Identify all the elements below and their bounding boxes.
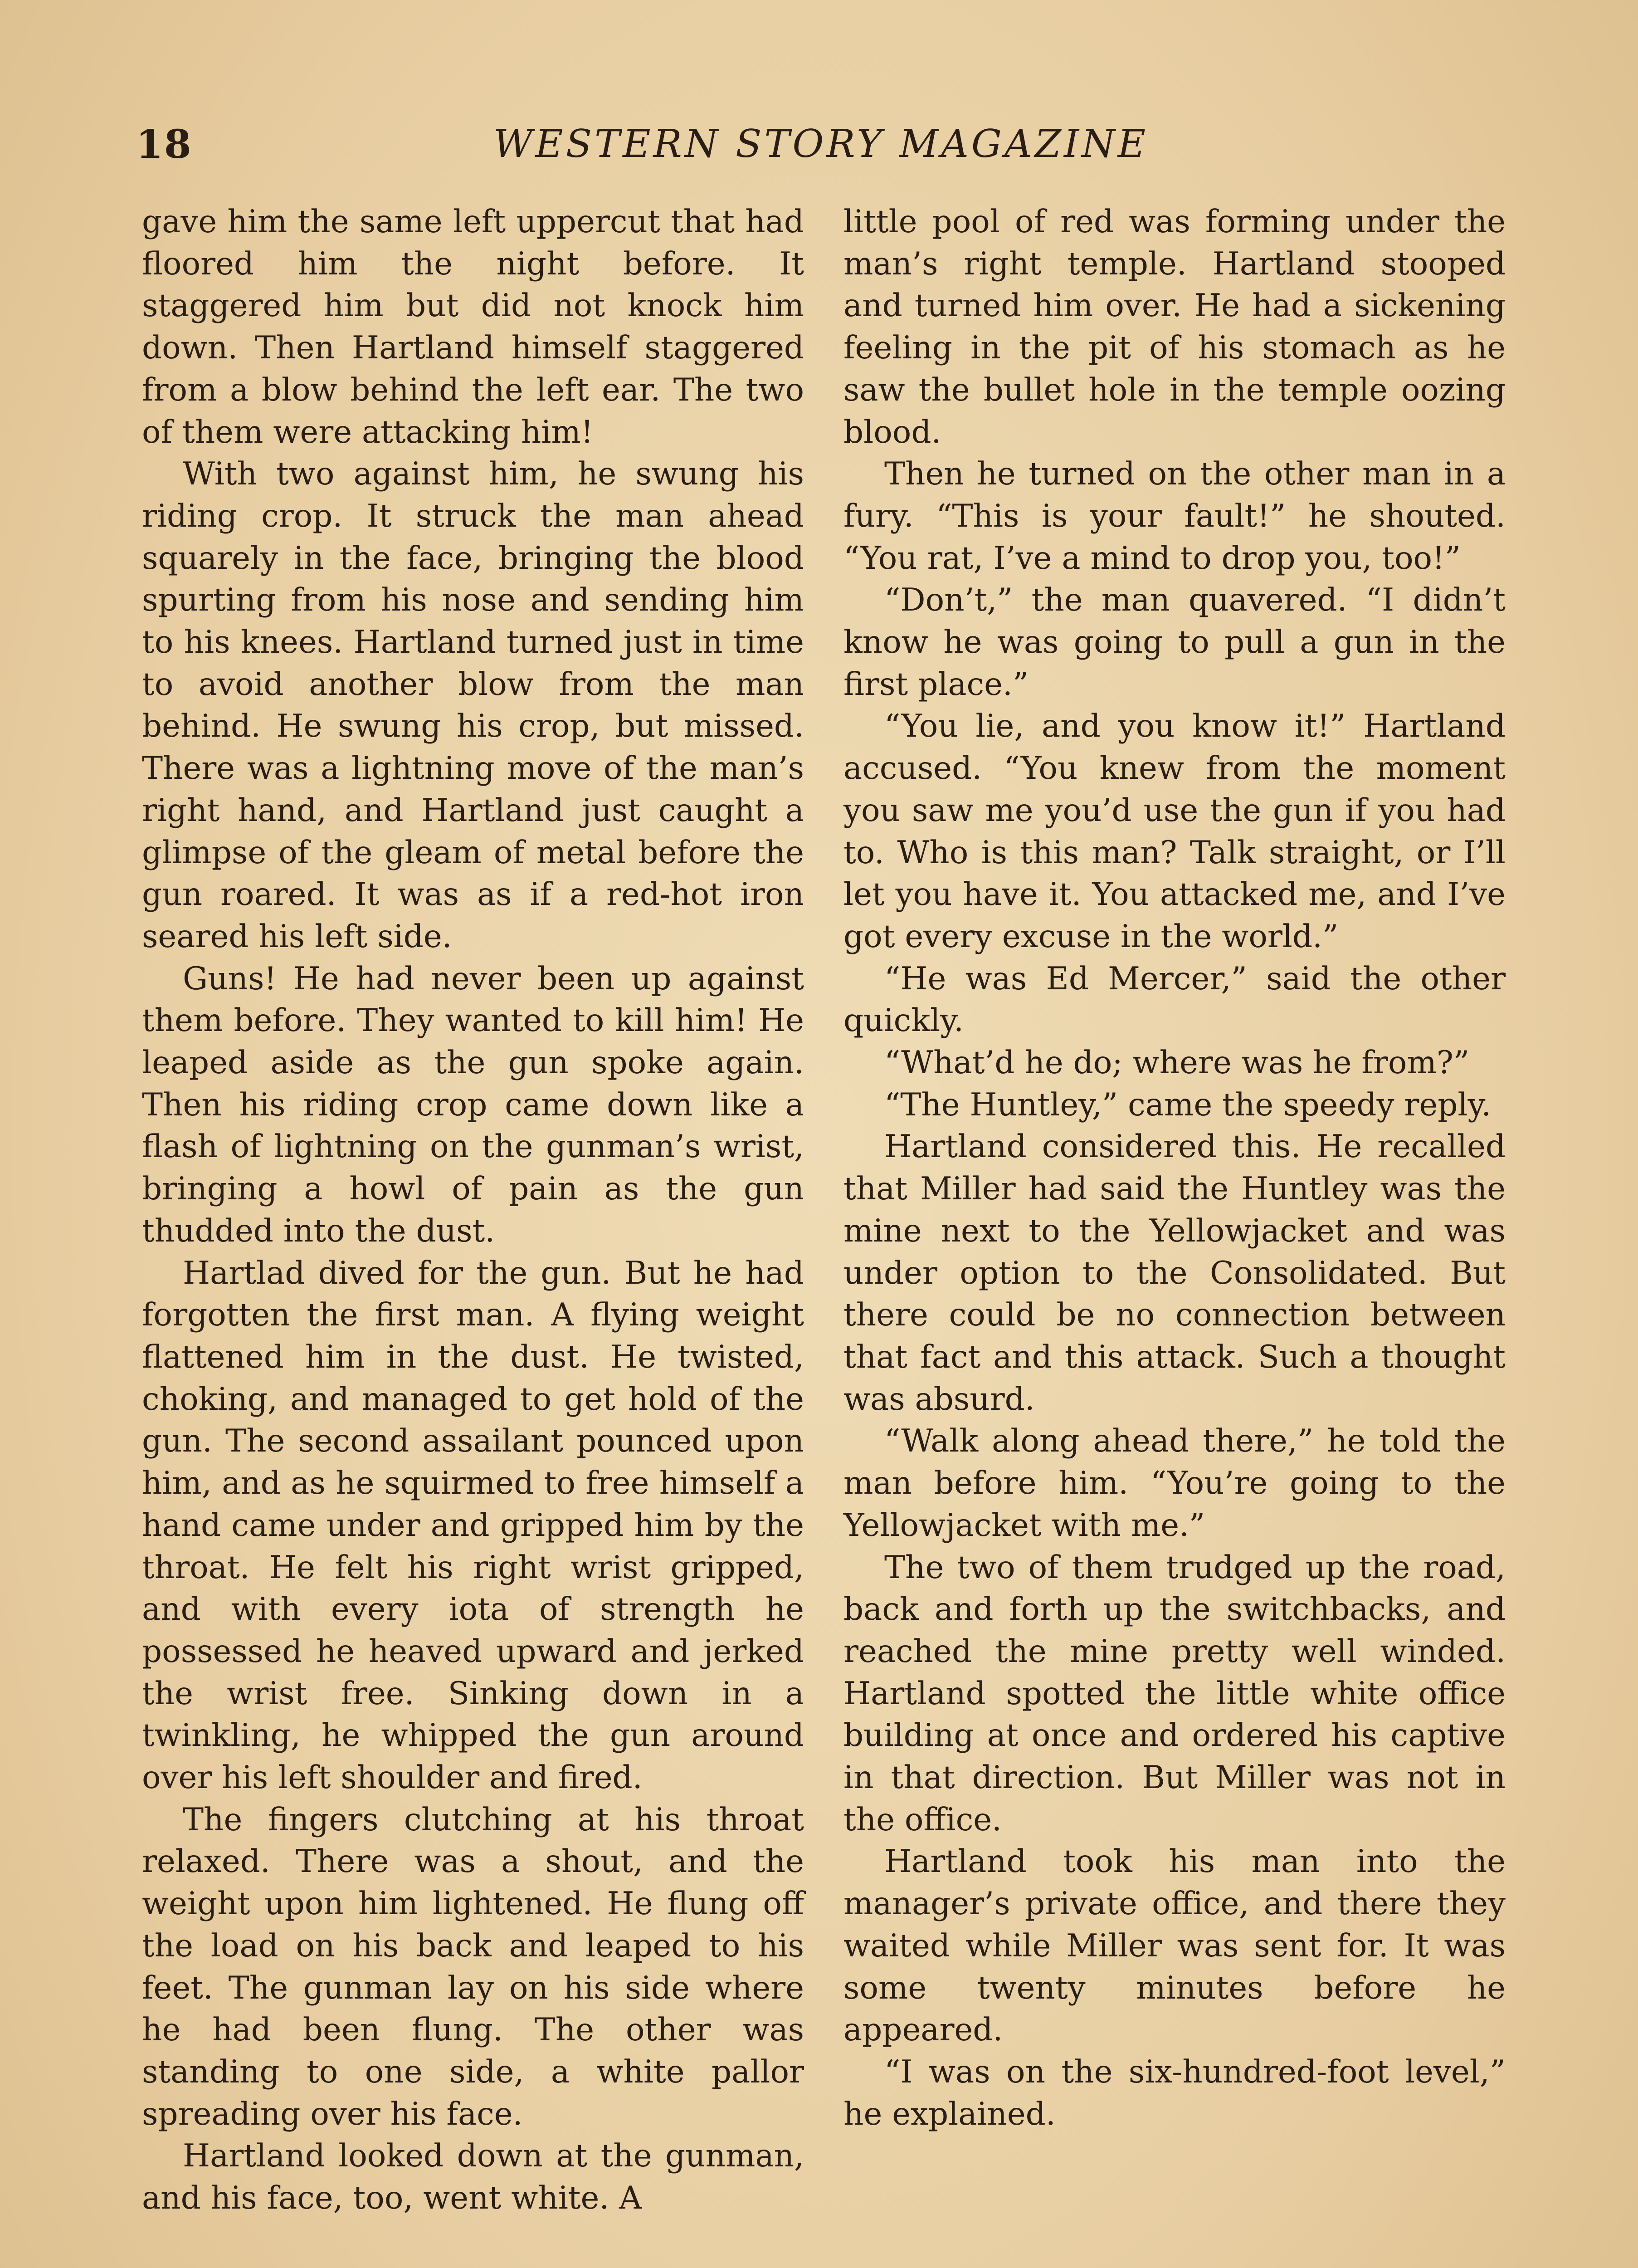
paragraph: “You lie, and you know it!” Hartland accused. “You knew from the moment you saw me you’d use the gun if you had to. Who is this man? Talk straight, or I’ll let you have it. You attacked me, and I’ve got every excuse in the world.” — [843, 708, 1506, 955]
paragraph: “I was on the six-hundred-foot level,” he explained. — [843, 2053, 1506, 2132]
running-title: WESTERN STORY MAGAZINE — [493, 122, 1149, 166]
paragraph: Hartland took his man into the manager’s private office, and there they waited while Miller was sent for. It was some twenty minutes before he appeared. — [843, 1843, 1506, 2048]
paragraph: “What’d he do; where was he from?” — [884, 1045, 1470, 1081]
paragraph: “The Huntley,” came the speedy reply. — [884, 1086, 1492, 1123]
paragraph: Hartland looked down at the gunman, and his face, too, went white. A — [142, 2138, 804, 2217]
paragraph: “Walk along ahead there,” he told the man before him. “You’re going to the Yellowjacket with me.” — [843, 1423, 1506, 1544]
paragraph: “He was Ed Mercer,” said the other quickly. — [843, 960, 1506, 1039]
page-number: 18 — [136, 122, 192, 167]
paragraph: The fingers clutching at his throat relaxed. There was a shout, and the weight upon him lightened. He flung off the load on his back and leaped to his feet. The gunman lay on his side where he had been flung. The other was standing to one side, a white pallor spreading over his face. — [142, 1801, 804, 2132]
paragraph: Guns! He had never been up against them before. They wanted to kill him! He leaped aside as the gun spoke again. Then his riding crop came down like a flash of lightning on the gunman’s wrist, bringing a howl of pain as the gun thudded into the dust. — [142, 960, 804, 1249]
page-header — [136, 122, 1506, 171]
left-column — [142, 201, 804, 2219]
paragraph: Then he turned on the other man in a fury. “This is your fault!” he shouted. “You rat, I’ve a mind to drop you, too!” — [843, 456, 1506, 577]
paragraph: “Don’t,” the man quavered. “I didn’t know he was going to pull a gun in the first place.” — [843, 582, 1506, 703]
paragraph: Hartland considered this. He recalled that Miller had said the Huntley was the mine next to the Yellowjacket and was under option to the Consolidated. But there could be no connection between that fact and this attack. Such a thought was absurd. — [843, 1129, 1506, 1418]
paragraph: The two of them trudged up the road, back and forth up the switchbacks, and reached the mine pretty well winded. Hartland spotted the little white office building at once and ordered his captive in that direction. But Miller was not in the office. — [843, 1549, 1506, 1838]
paragraph: gave him the same left uppercut that had floored him the night before. It staggered him but did not knock him down. Then Hartland himself staggered from a blow behind the left ear. The two of them were attacking him! — [142, 204, 804, 450]
right-column — [843, 201, 1506, 2135]
paragraph: little pool of red was forming under the man’s right temple. Hartland stooped and turned him over. He had a sickening feeling in the pit of his stomach as he saw the bullet hole in the temple oozing blood. — [843, 204, 1506, 450]
paragraph: Hartlad dived for the gun. But he had forgotten the first man. A flying weight flattened him in the dust. He twisted, choking, and managed to get hold of the gun. The second assailant pounced upon him, and as he squirmed to free himself a hand came under and gripped him by the throat. He felt his right wrist gripped, and with every iota of strength he possessed he heaved upward and jerked the wrist free. Sinking down in a twinkling, he whipped the gun around over his left shoulder and fired. — [142, 1255, 804, 1796]
paragraph: With two against him, he swung his riding crop. It struck the man ahead squarely in the face, bringing the blood spurting from his nose and sending him to his knees. Hartland turned just in time to avoid another blow from the man behind. He swung his crop, but missed. There was a lightning move of the man’s right hand, and Hartland just caught a glimpse of the gleam of metal before the gun roared. It was as if a red-hot iron seared his left side. — [142, 456, 804, 955]
